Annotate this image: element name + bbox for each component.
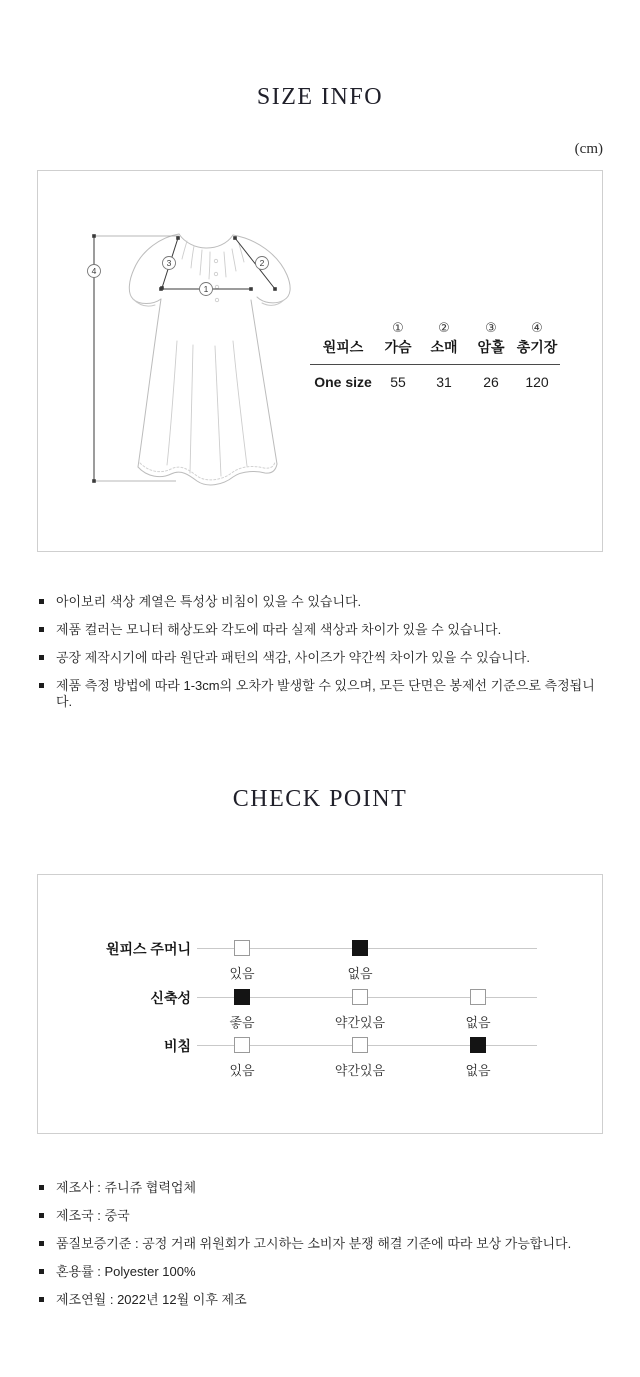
list-item <box>38 678 608 710</box>
size-table <box>310 319 560 390</box>
check-point-panel <box>37 874 603 1134</box>
info-text: 제조국 : 중국 <box>56 1208 130 1223</box>
list-item <box>38 650 608 666</box>
col-num-1: ① <box>392 320 404 335</box>
note-text: 공장 제작시기에 따라 원단과 패턴의 색감, 사이즈가 약간씩 차이가 있을 수 있습니다. <box>56 650 530 665</box>
bullet-square-icon <box>39 599 44 604</box>
list-item <box>38 1264 608 1280</box>
measure-label-2: 2 <box>259 258 265 268</box>
size-notes-list <box>38 594 608 722</box>
size-info-title: SIZE INFO <box>256 84 384 110</box>
armhole-value: 26 <box>483 374 499 390</box>
bullet-square-icon <box>39 1213 44 1218</box>
check-row-elasticity <box>38 982 604 1030</box>
check-option-label: 약간있음 <box>334 1015 386 1030</box>
note-text: 아이보리 색상 계열은 특성상 비침이 있을 수 있습니다. <box>56 594 362 609</box>
check-row-label: 비침 <box>163 1038 191 1054</box>
checkbox-sheer-none <box>470 1037 486 1053</box>
bullet-square-icon <box>39 683 44 688</box>
sleeve-value: 31 <box>436 374 452 390</box>
checkbox-pocket-no <box>352 940 368 956</box>
dress-measurement-diagram <box>81 213 311 501</box>
check-row-pocket <box>38 933 604 981</box>
bullet-square-icon <box>39 1297 44 1302</box>
check-option-label: 있음 <box>229 966 255 981</box>
measure-label-1: 1 <box>203 284 209 294</box>
bullet-square-icon <box>39 1185 44 1190</box>
product-info-list <box>38 1180 608 1320</box>
list-item <box>38 1236 608 1252</box>
info-text: 제조사 : 쥬니쥬 협력업체 <box>56 1180 197 1195</box>
product-type-header: 원피스 <box>322 339 364 355</box>
checkbox-elasticity-slight <box>352 989 368 1005</box>
bullet-square-icon <box>39 1241 44 1246</box>
checkbox-pocket-yes <box>234 940 250 956</box>
check-row-sheerness <box>38 1030 604 1078</box>
size-table-data-row <box>310 365 560 390</box>
check-option-label: 없음 <box>347 966 373 981</box>
checkbox-sheer-slight <box>352 1037 368 1053</box>
col-header-sleeve: 소매 <box>430 339 458 355</box>
col-header-chest: 가슴 <box>384 339 412 355</box>
measure-endpoints <box>92 234 277 483</box>
measure-lines <box>91 236 275 481</box>
check-point-title: CHECK POINT <box>232 786 408 812</box>
checkbox-elasticity-none <box>470 989 486 1005</box>
measure-guides <box>91 236 179 481</box>
list-item <box>38 1208 608 1224</box>
size-table-number-row <box>310 319 560 337</box>
length-value: 120 <box>525 374 549 390</box>
unit-label: (cm) <box>574 141 603 157</box>
info-text: 품질보증기준 : 공정 거래 위원회가 고시하는 소비자 분쟁 해결 기준에 따라 보상 가능합니다. <box>56 1236 572 1251</box>
list-item <box>38 622 608 638</box>
col-num-3: ③ <box>485 320 497 335</box>
check-row-label: 신축성 <box>150 990 191 1006</box>
note-text: 제품 컬러는 모니터 해상도와 각도에 따라 실제 색상과 차이가 있을 수 있습니다. <box>56 622 502 637</box>
check-row-label: 원피스 주머니 <box>105 941 191 957</box>
size-info-panel <box>37 170 603 552</box>
note-text: 제품 측정 방법에 따라 1-3cm의 오차가 발생할 수 있으며, 모든 단면은 봉제선 기준으로 측정됩니다. <box>56 678 595 709</box>
list-item <box>38 1180 608 1196</box>
list-item <box>38 594 608 610</box>
check-option-label: 없음 <box>465 1063 491 1078</box>
check-option-label: 약간있음 <box>334 1063 386 1078</box>
check-option-label: 있음 <box>229 1063 255 1078</box>
bullet-square-icon <box>39 1269 44 1274</box>
measure-number-badges <box>88 257 269 296</box>
check-option-label: 없음 <box>465 1015 491 1030</box>
info-text: 혼용률 : Polyester 100% <box>56 1264 196 1279</box>
col-num-2: ② <box>438 320 450 335</box>
dress-fold-lines <box>167 241 247 476</box>
bullet-square-icon <box>39 627 44 632</box>
measure-label-3: 3 <box>166 258 172 268</box>
col-num-4: ④ <box>531 320 543 335</box>
chest-value: 55 <box>390 374 406 390</box>
check-option-label: 좋음 <box>229 1015 255 1030</box>
size-name: One size <box>314 374 372 390</box>
checkbox-elasticity-good <box>234 989 250 1005</box>
list-item <box>38 1292 608 1308</box>
measure-label-4: 4 <box>91 266 97 276</box>
info-text: 제조연월 : 2022년 12월 이후 제조 <box>56 1292 247 1307</box>
col-header-length: 총기장 <box>516 339 558 355</box>
checkbox-sheer-yes <box>234 1037 250 1053</box>
bullet-square-icon <box>39 655 44 660</box>
size-table-header-row <box>310 337 560 357</box>
col-header-armhole: 암홀 <box>477 339 505 355</box>
